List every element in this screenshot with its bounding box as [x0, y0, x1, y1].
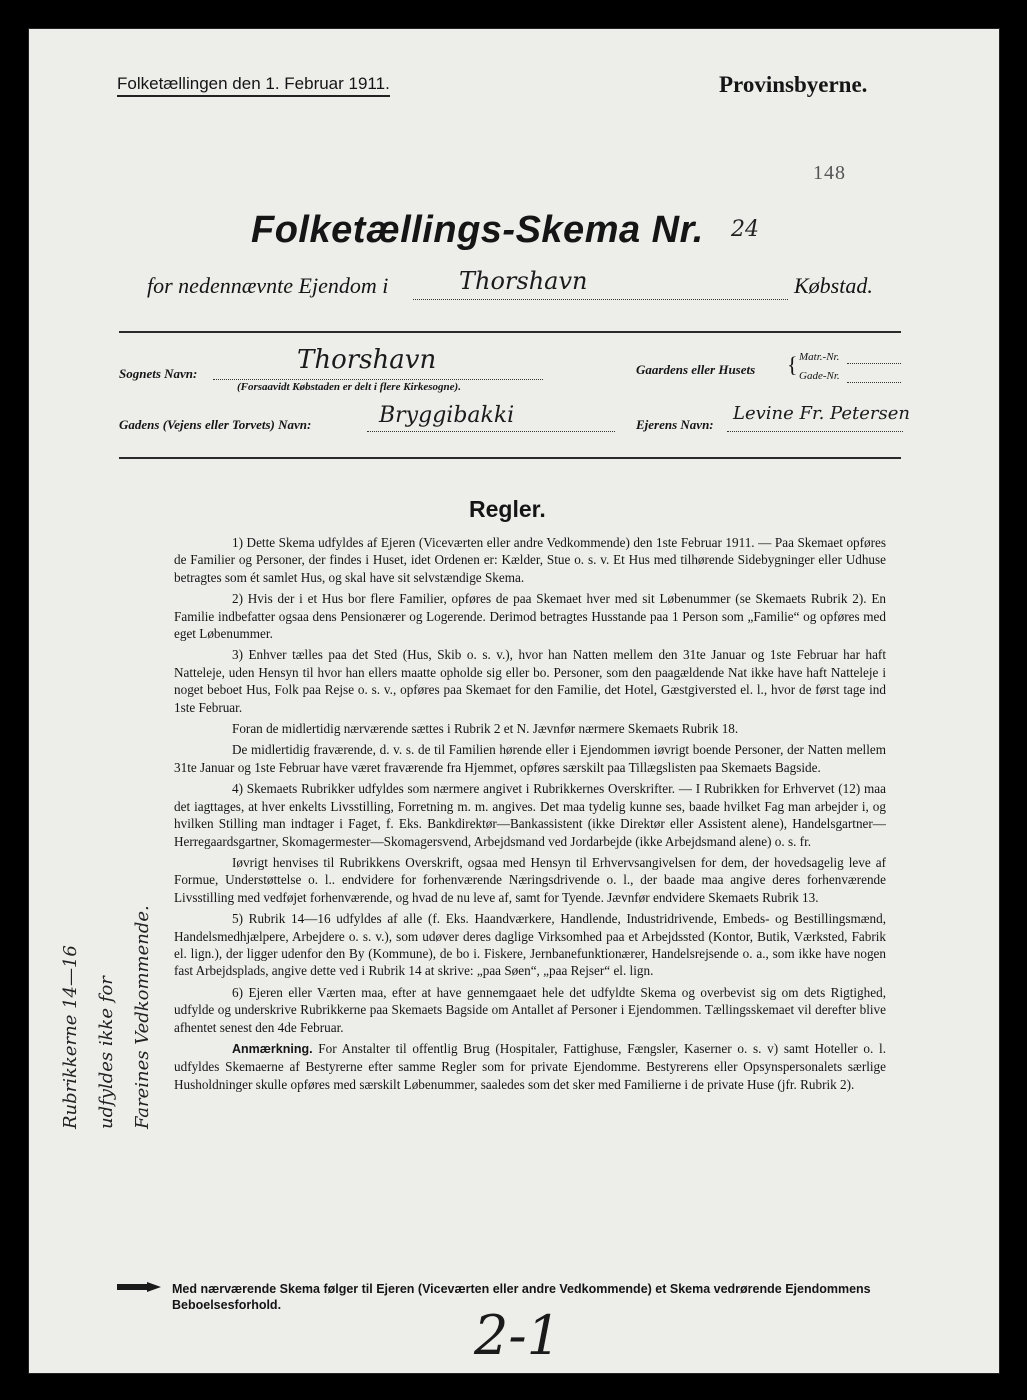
parish-field-line: [213, 379, 543, 380]
rule-paragraph: 3) Enhver tælles paa det Sted (Hus, Skib o. s. v.), hvor han Natten mellem den 31te Januar og 1ste Februar har haft Natteleje, uden Hensyn til hvor han ellers maatte opholde sig eller bo. Personer, som den paagældende Nat ikke have haft Natteleje i noget beboet Hus, Folk paa Rejse o. s. v., opføres paa Skemaet for den Familie, det Hotel, Gæstgiversted el. l., hvor de først tage ind 1ste Februar.: [174, 647, 886, 715]
rule-paragraph: 2) Hvis der i et Hus bor flere Familier, opføres de paa Skemaet hver med sit Løbenummer (se Skemaets Rubrik 2). En Familie indbefatter ogsaa dens Pensionærer og Logerende. Derimod betragtes Husstande paa 1 Person som „Familie“ og opføres med eget Løbenummer.: [174, 591, 886, 642]
rule-paragraph: 4) Skemaets Rubrikker udfyldes som nærmere angivet i Rubrikkernes Overskrifter. — I Rubrikken for Erhvervet (12) maa det iagttages, at hver enkelts Livsstilling, Forretning m. m. angives. Det maa tydelig kunne ses, baade hvilket Fag man arbejder i, og hvilken Stilling man indtager i Faget, f. Eks. Bankdirektør—Bankassistent (ikke Direktør eller Assistent alene), Handelsgartner—Herregaardsgartner, Skomagermester—Skomagersvend, Arbejdsmand ved Jordarbejde (ikke Arbejdsmand alene) o. s. fr.: [174, 781, 886, 849]
rules-heading: Regler.: [469, 496, 546, 522]
form-title: Folketællings-Skema Nr.: [251, 209, 704, 251]
town-handwritten: Thorshavn: [459, 267, 588, 295]
bottom-handwritten-mark: 2-1: [474, 1304, 561, 1367]
remark-label: Anmærkning.: [232, 1041, 313, 1056]
parish-label: Sognets Navn:: [119, 366, 198, 381]
rule-paragraph: 5) Rubrik 14—16 udfyldes af alle (f. Eks. Haandværkere, Handlende, Industridrivende, Embeds- og Bestillingsmænd, Handelsmedhjælpere, Arbejdere o. s. v.), som udøver deres daglige Virksomhed paa et Arbejdssted (Kontor, Butik, Værksted, Fabrik el. lign.), der ligger udenfor den By (Kommune), de bo i. Fiskere, Jernbanefunktionærer, Handelsrejsende o. a., som ikke have nogen fast Arbejdsplads, angive dette ved i Rubrik 14 at skrive: „paa Søen“, „paa Rejser“ el. lign.: [174, 911, 886, 979]
matr-nr-field: [847, 363, 901, 364]
street-handwritten: Bryggibakki: [379, 403, 515, 428]
parish-handwritten: Thorshavn: [297, 345, 437, 375]
matr-nr-label: Matr.-Nr.: [799, 351, 840, 363]
page-stamp-number: 148: [813, 162, 846, 184]
form-number-handwritten: 24: [731, 217, 759, 242]
census-date-header: Folketællingen den 1. Februar 1911.: [117, 74, 390, 97]
rule-paragraph: 1) Dette Skema udfyldes af Ejeren (Viceværten eller andre Vedkommende) den 1ste Februar 1911. — Paa Skemaet opføres de Familier og Personer, der findes i Huset, idet Ordenen er: Kælder, Stue o. s. v. Et Hus med tilhørende Sidebygninger eller Udhuse betragtes som ét samlet Hus, og skal have sit selvstændige Skema.: [174, 535, 886, 585]
street-label: Gadens (Vejens eller Torvets) Navn:: [119, 417, 312, 432]
middle-divider: [119, 457, 901, 459]
rule-paragraph: Iøvrigt henvises til Rubrikkens Overskrift, ogsaa med Hensyn til Erhvervsangivelsen for dem, der hovedsagelig leve af Formue, Understøttelse o. l.. endvidere for forhenværende Næringsdrivende o. l., der baade maa angive deres forhenværende Livsstilling med vedføjet forhenværende, og hvad de nu leve af, samt for Tyende. Jævnfør endvidere Skemaets Rubrik 13.: [174, 854, 886, 905]
top-divider: [119, 331, 901, 333]
rule-paragraph: 6) Ejeren eller Værten maa, efter at have gennemgaaet hele det udfyldte Skema og overbevist sig om dets Rigtighed, udfylde og underskrive Rubrikkerne paa Skemaets Bagside om Antallet af Personer i Ejendommen. Tællingsskemaet vil derefter blive afhentet senest den 4de Februar.: [174, 984, 886, 1035]
sidebar-line: Rubrikkerne 14—16: [60, 945, 81, 1129]
farm-label: Gaardens eller Husets: [636, 362, 756, 377]
remark-paragraph: [174, 1040, 886, 1093]
owner-handwritten: Levine Fr. Petersen: [733, 403, 910, 424]
census-form-page: [28, 28, 1000, 1374]
street-field-line: [367, 431, 615, 432]
gade-nr-label: Gade-Nr.: [799, 370, 840, 382]
pointing-hand-icon: [117, 1282, 161, 1292]
sidebar-note: [53, 905, 161, 1129]
rule-paragraph: Foran de midlertidig nærværende sættes i Rubrik 2 et N. Jævnfør nærmere Skemaets Rubrik 18.: [232, 721, 739, 737]
rules-body: [174, 534, 886, 1097]
sidebar-line: udfyldes ikke for: [96, 976, 117, 1129]
remark-text: For Anstalter til offentlig Brug (Hospitaler, Fattighuse, Fængsler, Kaserner o. s. v) samt Hoteller o. l. udfyldes Skemaerne af Bestyrerne efter samme Regler som for private Ejendomme. Bestyrerens eller Opsynspersonalets særlige Husholdninger skulle opføres med særskilt Løbenummer, saaledes som det sker med Familierne i de private Huse (jfr. Rubrik 2).: [174, 1040, 887, 1092]
farm-brace: {: [787, 352, 798, 377]
property-line-prefix: for nedennævnte Ejendom i: [147, 273, 389, 298]
owner-field-line: [727, 431, 903, 432]
sidebar-line: Fareines Vedkommende.: [132, 905, 153, 1129]
gade-nr-field: [847, 382, 901, 383]
owner-label: Ejerens Navn:: [636, 417, 714, 432]
enclosure-note: Med nærværende Skema følger til Ejeren (Viceværten eller andre Vedkommende) et Skema vedrørende Ejendommens Beboelsesforhold.: [172, 1282, 871, 1312]
region-header: Provinsbyerne.: [719, 72, 868, 97]
parish-note: (Forsaavidt Købstaden er delt i flere Kirkesogne).: [237, 381, 461, 393]
rule-paragraph: De midlertidig fraværende, d. v. s. de til Familien hørende eller i Ejendommen iøvrigt boende Personer, der Natten mellem 31te Januar og 1ste Februar have været fraværende fra Hjemmet, opføres særskilt paa Tillægslisten paa Skemaets Bagside.: [174, 742, 886, 775]
property-line-suffix: Købstad.: [794, 273, 873, 298]
town-field-line: [413, 299, 788, 300]
